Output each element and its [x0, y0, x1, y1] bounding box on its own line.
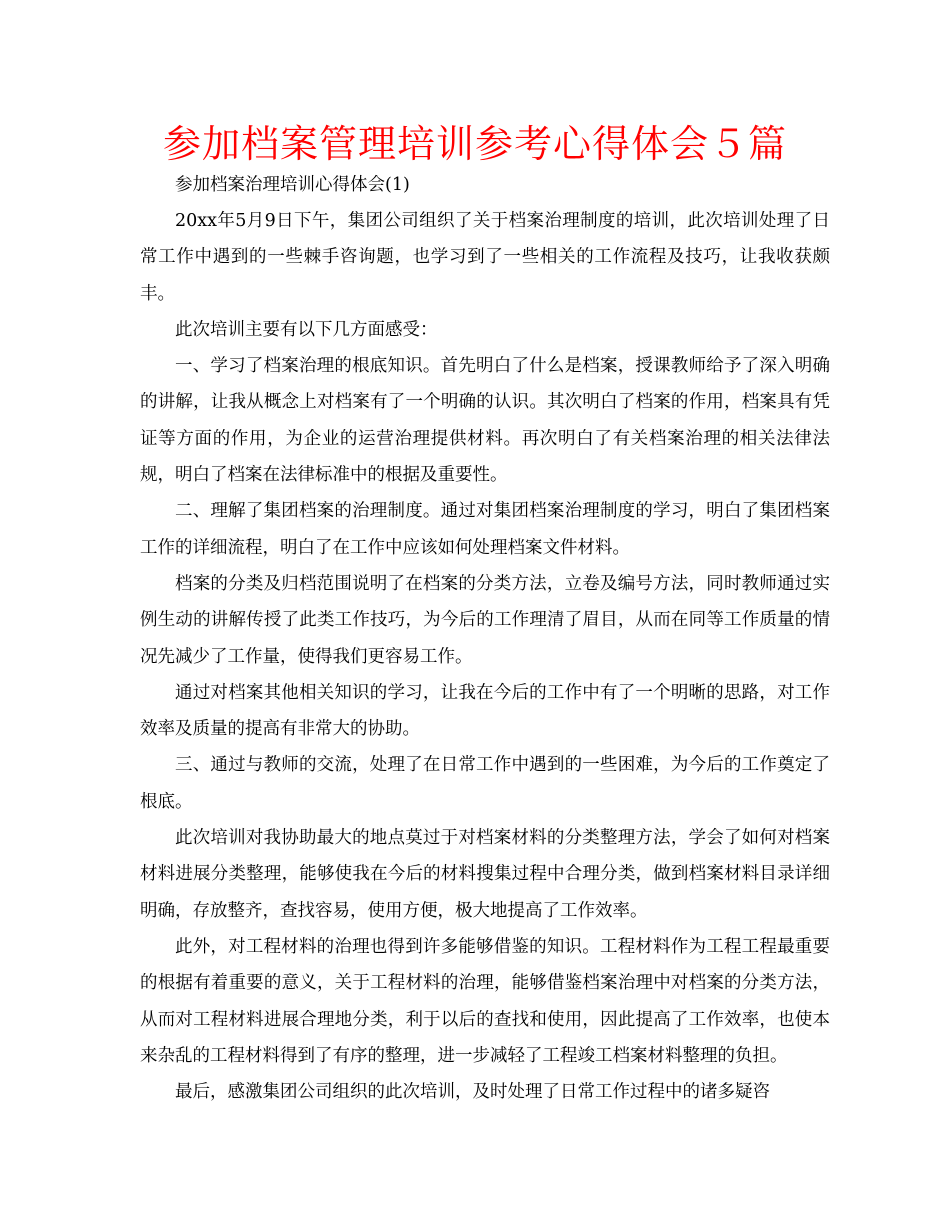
paragraph: 三、通过与教师的交流，处理了在日常工作中遇到的一些困难，为今后的工作奠定了根底。: [140, 755, 830, 812]
paragraph: 最后，感激集团公司组织的此次培训，及时处理了日常工作过程中的诸多疑咨: [175, 1082, 770, 1103]
paragraph: 此次培训主要有以下几方面感受：: [175, 319, 438, 340]
paragraph: 通过对档案其他相关知识的学习，让我在今后的工作中有了一个明晰的思路，对工作效率及质量的提高有非常大的协助。: [140, 682, 830, 740]
document-title: 参加档案管理培训参考心得体会５篇: [162, 122, 787, 166]
paragraph: 此外，对工程材料的治理也得到许多能够借鉴的知识。工程材料作为工程工程最重要的根据有着重要的意义，关于工程材料的治理，能够借鉴档案治理中对档案的分类方法，从而对工程材料进展合理地分类，利于以后的查找和使用，因此提高了工作效率，也使本来杂乱的工程材料得到了有序的整理，进一步减轻了工程竣工档案材料整理的负担。: [140, 936, 830, 1066]
paragraph: 此次培训对我协助最大的地点莫过于对档案材料的分类整理方法，学会了如何对档案材料进展分类整理，能够使我在今后的材料搜集过程中合理分类，做到档案材料目录详细明确，存放整齐，查找容易，使用方便，极大地提高了工作效率。: [140, 828, 830, 921]
document-body: [140, 167, 830, 1110]
paragraph: 档案的分类及归档范围说明了在档案的分类方法，立卷及编号方法，同时教师通过实例生动的讲解传授了此类工作技巧，为今后的工作理清了眉目，从而在同等工作质量的情况先减少了工作量，使得我们更容易工作。: [140, 573, 830, 667]
paragraph: 二、理解了集团档案的治理制度。通过对集团档案治理制度的学习，明白了集团档案工作的详细流程，明白了在工作中应该如何处理档案文件材料。: [140, 501, 830, 558]
paragraph: 20xx年5月9日下午，集团公司组织了关于档案治理制度的培训，此次培训处理了日常工作中遇到的一些棘手咨询题，也学习到了一些相关的工作流程及技巧，让我收获颇丰。: [140, 211, 830, 304]
paragraph: 一、学习了档案治理的根底知识。首先明白了什么是档案，授课教师给予了深入明确的讲解，让我从概念上对档案有了一个明确的认识。其次明白了档案的作用，档案具有凭证等方面的作用，为企业的运营治理提供材料。再次明白了有关档案治理的相关法律法规，明白了档案在法律标准中的根据及重要性。: [140, 356, 830, 486]
section-subtitle: 参加档案治理培训心得体会(1): [175, 175, 410, 195]
